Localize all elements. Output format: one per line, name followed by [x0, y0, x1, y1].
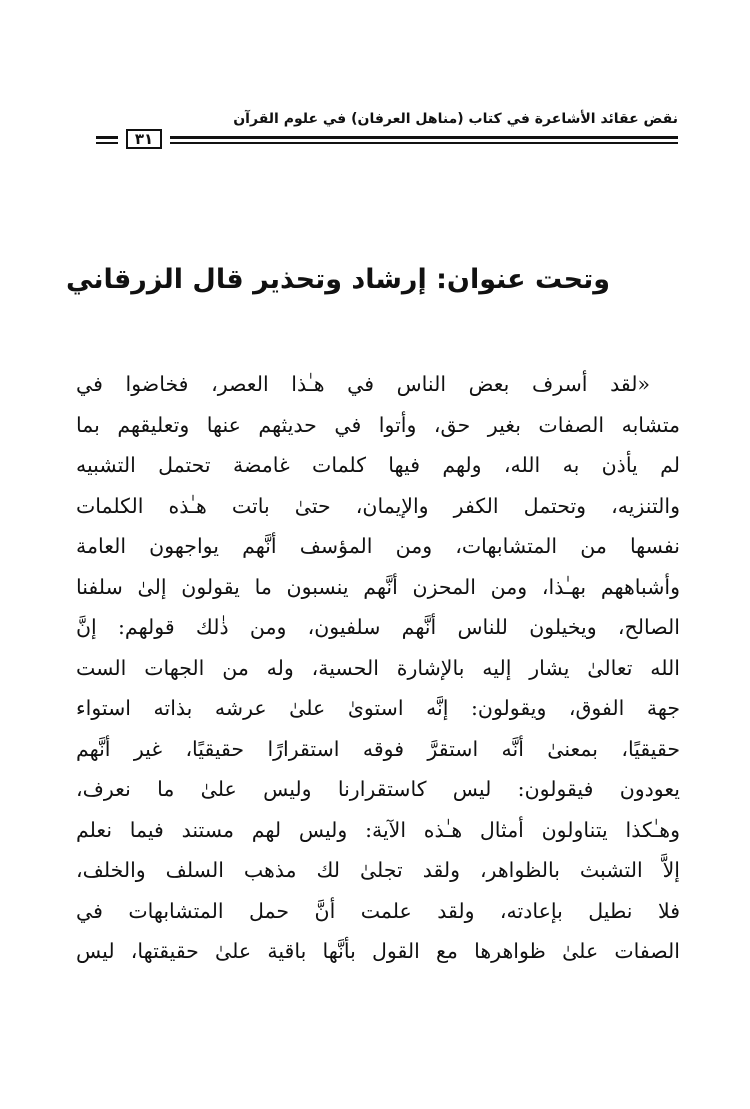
header-rule [96, 128, 678, 152]
body-line: «لقد أسرف بعض الناس في هـٰذا العصر، فخاضوا في [76, 372, 650, 396]
running-head-title: نقض عقائد الأشاعرة في كتاب (مناهل العرفان) في علوم القرآن [233, 111, 678, 127]
body-line: حقيقيًا، بمعنىٰ أنَّه استقرَّ فوقه استقرارًا حقيقيًا، غير أنَّهم [76, 736, 680, 761]
header-rule-long-top [170, 136, 678, 139]
body-line: والتنزيه، وتحتمل الكفر والإيمان، حتىٰ باتت هـٰذه الكلمات [76, 493, 680, 518]
body-line: فلا نطيل بإعادته، ولقد علمت أنَّ حمل المتشابهات في [76, 898, 680, 923]
body-line: لم يأذن به الله، ولهم فيها كلمات غامضة تحتمل التشبيه [76, 453, 680, 477]
body-line: وهـٰكذا يتناولون أمثال هـٰذه الآية: وليس لهم مستند فيما نعلم [76, 817, 680, 842]
body-line: إلاَّ التشبث بالظواهر، ولقد تجلىٰ لك مذهب السلف والخلف، [76, 858, 680, 882]
body-line: وأشباههم بهـٰذا، ومن المحزن أنَّهم ينسبون ما يقولون إلىٰ سلفنا [76, 574, 680, 599]
body-line: يعودون فيقولون: ليس كاستقرارنا وليس علىٰ ما نعرف، [76, 777, 680, 801]
section-title: وتحت عنوان: إرشاد وتحذير قال الزرقاني [66, 264, 610, 295]
body-line: الله تعالىٰ يشار إليه بالإشارة الحسية، وله من الجهات الست [76, 655, 680, 680]
header-rule-short-bottom [96, 142, 118, 144]
body-line: الصفات علىٰ ظواهرها مع القول بأنَّها باقية علىٰ حقيقتها، ليس [76, 939, 680, 963]
body-text [76, 364, 680, 972]
body-line: جهة الفوق، ويقولون: إنَّه استوىٰ علىٰ عرشه بذاته استواء [76, 696, 680, 720]
body-line: متشابه الصفات بغير حق، وأتوا في حديثهم عنها وتعليقهم بما [76, 412, 680, 437]
page-number: ٣١ [126, 129, 162, 149]
body-line: الصالح، ويخيلون للناس أنَّهم سلفيون، ومن ذٰلك قولهم: إنَّ [76, 615, 680, 639]
header-rule-short-top [96, 136, 118, 139]
header-rule-long-bottom [170, 142, 678, 144]
body-line: نفسها من المتشابهات، ومن المؤسف أنَّهم يواجهون العامة [76, 534, 680, 558]
